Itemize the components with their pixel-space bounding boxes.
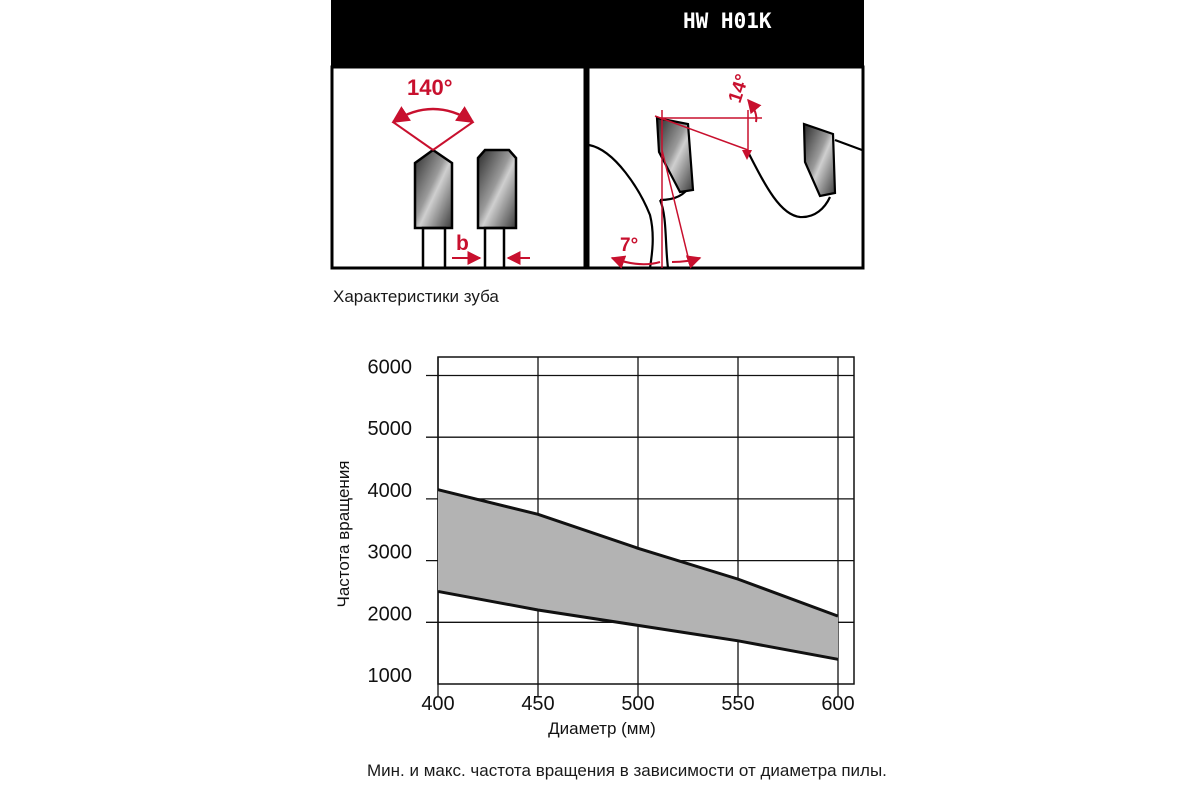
x-tick-label: 400 xyxy=(421,693,455,715)
angle-14-label: 14° xyxy=(724,71,754,106)
x-axis-label: Диаметр (мм) xyxy=(548,719,656,738)
x-tick-label: 550 xyxy=(721,693,755,715)
y-tick-label: 6000 xyxy=(367,356,412,379)
y-tick-labels xyxy=(368,357,413,687)
tooth-caption: Характеристики зуба xyxy=(333,287,499,306)
x-tick-labels xyxy=(421,693,854,715)
y-tick-label: 2000 xyxy=(367,603,412,626)
y-tick-label: 5000 xyxy=(367,418,412,441)
x-tick-label: 600 xyxy=(821,693,855,715)
banner-title: HW H01K xyxy=(683,9,772,33)
y-axis-label: Частота вращения xyxy=(334,460,353,608)
x-tick-label: 450 xyxy=(521,693,555,715)
kerf-label: b xyxy=(456,232,469,255)
y-tick-label: 3000 xyxy=(367,541,412,564)
angle-7-label: 7° xyxy=(620,235,639,256)
chart-caption: Мин. и макс. частота вращения в зависимости от диаметра пилы. xyxy=(367,761,887,780)
y-tick-label: 4000 xyxy=(367,479,412,502)
x-tick-label: 500 xyxy=(621,693,655,715)
y-tick-label: 1000 xyxy=(367,665,412,687)
angle-140-label: 140° xyxy=(407,75,453,100)
